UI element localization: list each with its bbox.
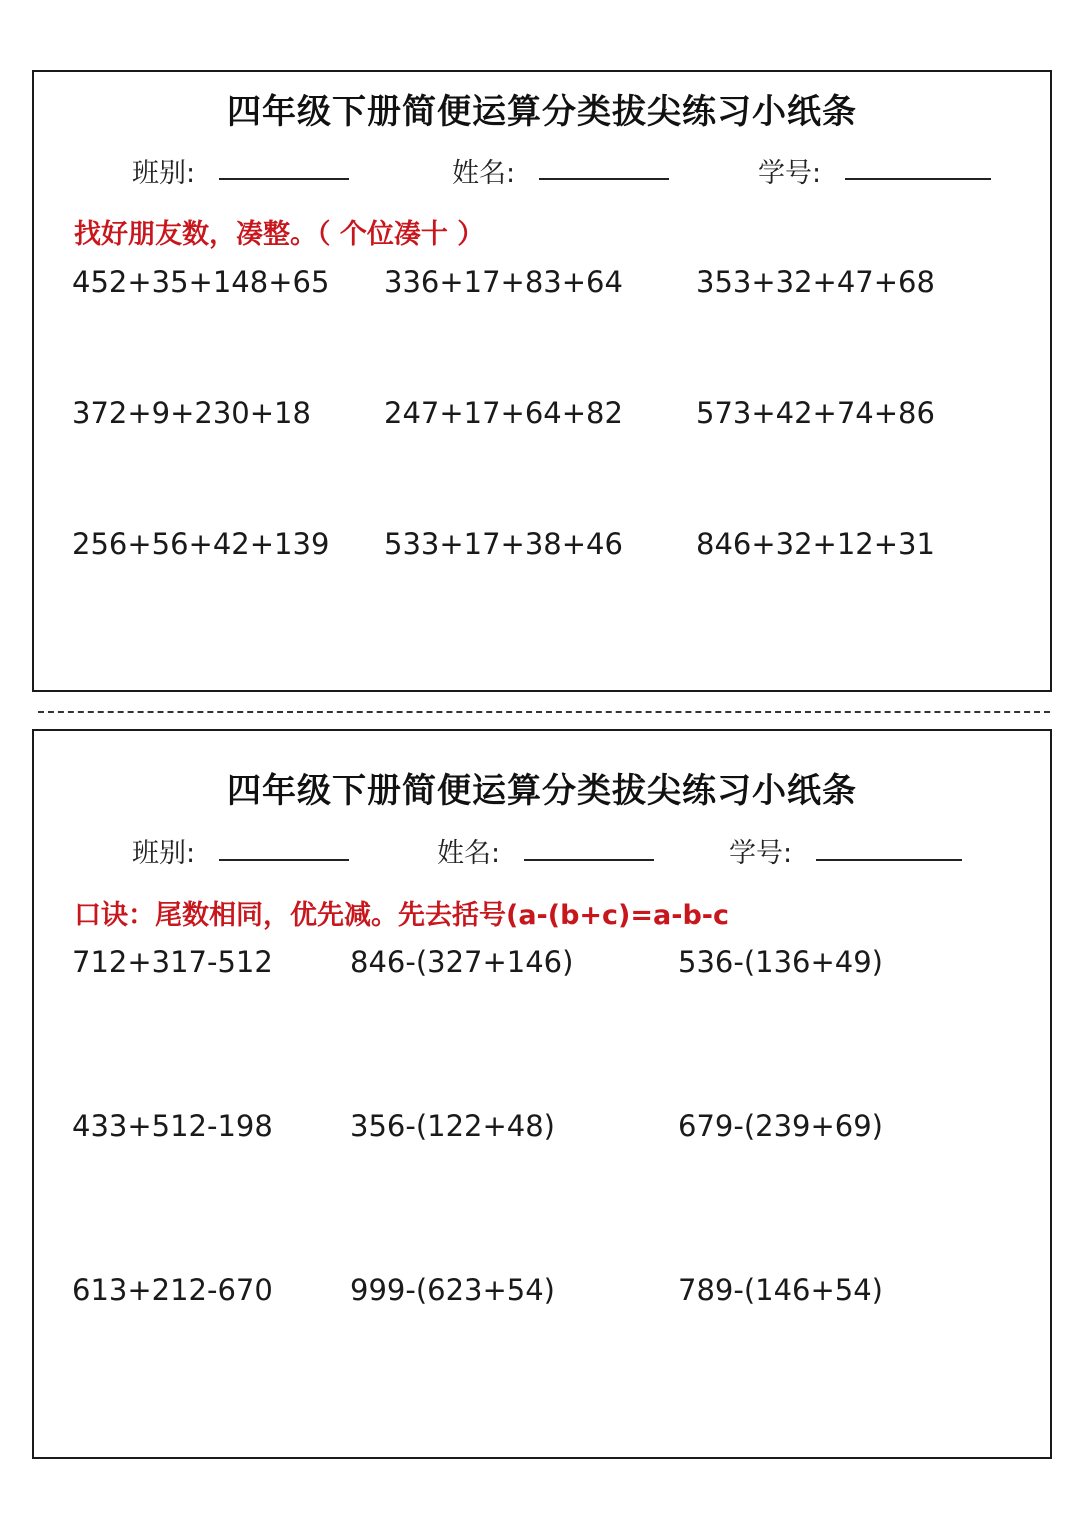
problem-item: 573+42+74+86 [696,396,935,430]
number-label: 学号: [729,838,793,869]
problem-item: 452+35+148+65 [72,265,330,299]
practice-slip-2 [32,729,1052,1459]
instruction-text: 找好朋友数，凑整。（ 个位凑十 ） [74,219,485,250]
name-label: 姓名: [437,838,501,869]
cut-line [38,711,1050,713]
problem-item: 356-(122+48) [350,1109,555,1143]
problem-item: 247+17+64+82 [384,396,623,430]
class-blank[interactable] [219,859,349,861]
slip-title: 四年级下册简便运算分类拔尖练习小纸条 [227,92,857,132]
slip-title: 四年级下册简便运算分类拔尖练习小纸条 [227,771,857,811]
problem-item: 613+212-670 [72,1273,273,1307]
problem-item: 999-(623+54) [350,1273,555,1307]
name-blank[interactable] [539,178,669,180]
problem-item: 372+9+230+18 [72,396,311,430]
problem-item: 256+56+42+139 [72,527,330,561]
class-label: 班别: [132,158,196,189]
number-blank[interactable] [845,178,991,180]
problem-item: 353+32+47+68 [696,265,935,299]
class-blank[interactable] [219,178,349,180]
problem-item: 712+317-512 [72,945,273,979]
instruction-text: 口诀：尾数相同，优先减。先去括号(a-(b+c)=a-b-c [74,900,729,931]
class-label: 班别: [132,838,196,869]
problem-item: 846+32+12+31 [696,527,935,561]
name-label: 姓名: [452,158,516,189]
problem-item: 679-(239+69) [678,1109,883,1143]
name-blank[interactable] [524,859,654,861]
number-blank[interactable] [816,859,962,861]
problem-item: 846-(327+146) [350,945,574,979]
problem-item: 433+512-198 [72,1109,273,1143]
problem-item: 536-(136+49) [678,945,883,979]
number-label: 学号: [758,158,822,189]
problem-item: 336+17+83+64 [384,265,623,299]
problem-item: 533+17+38+46 [384,527,623,561]
practice-slip-1 [32,70,1052,692]
problem-item: 789-(146+54) [678,1273,883,1307]
